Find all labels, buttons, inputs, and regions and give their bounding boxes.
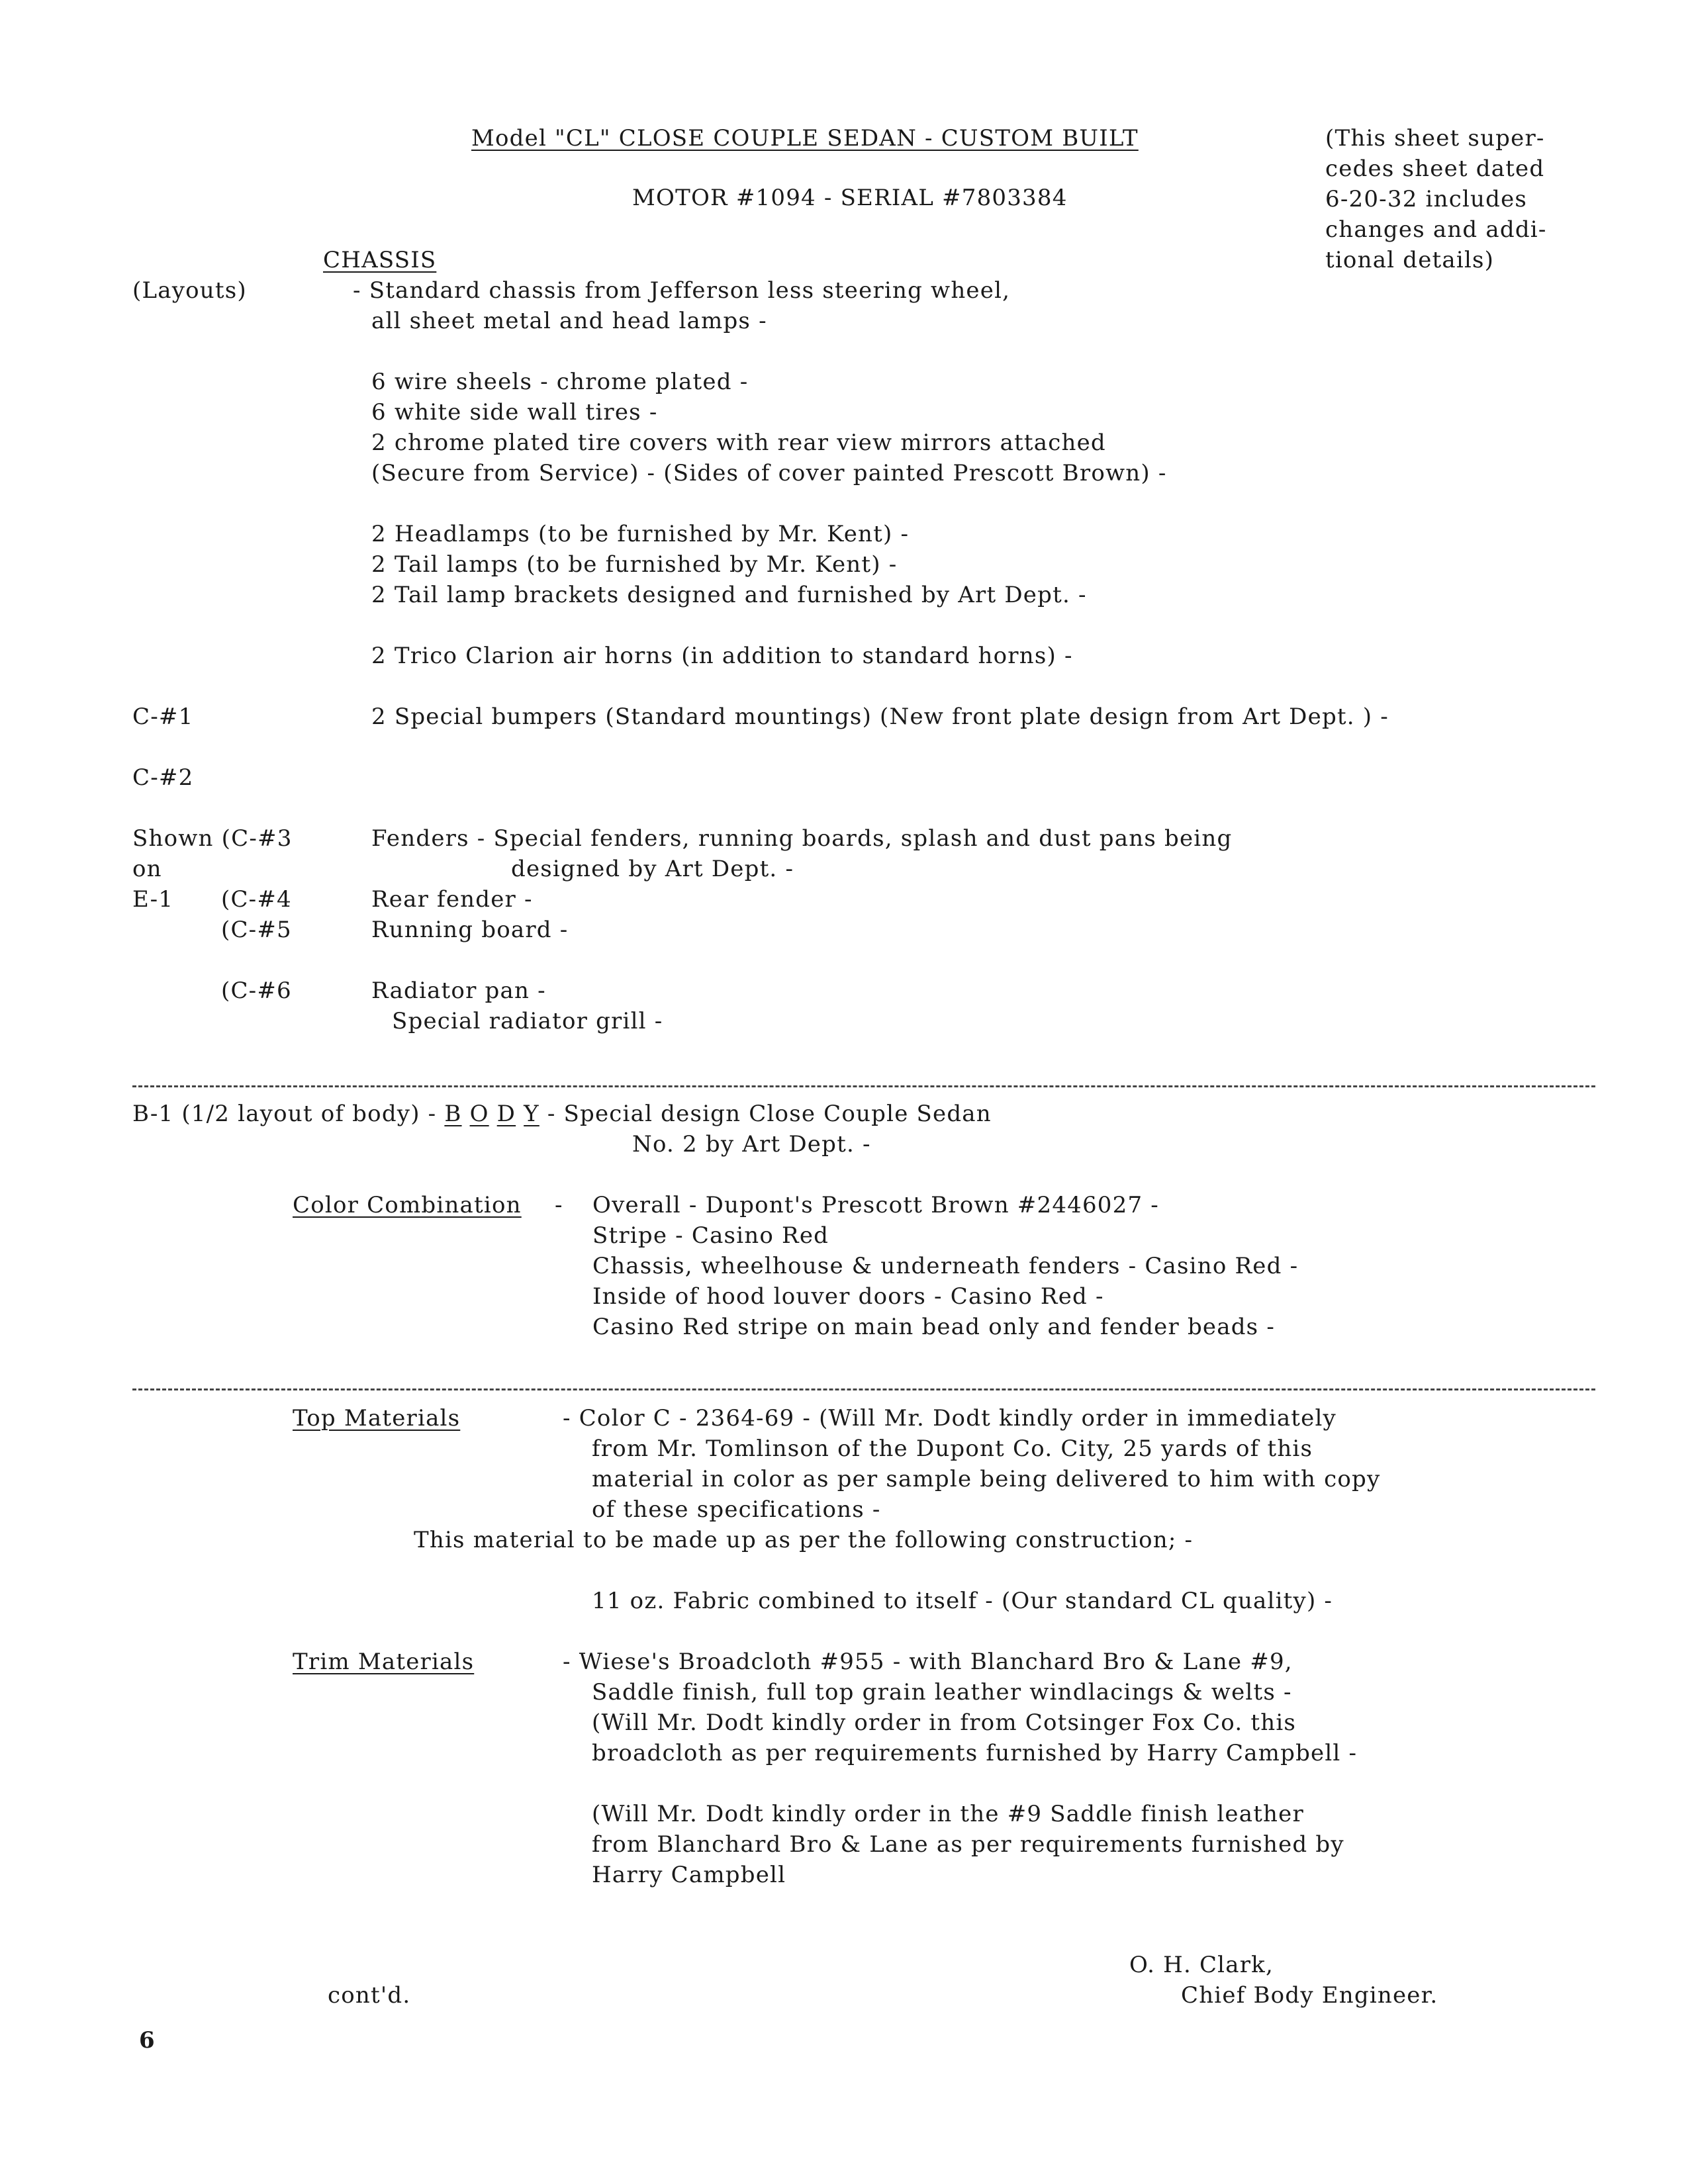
chassis-intro-line: all sheet metal and head lamps -: [371, 308, 767, 334]
lamps-list: [371, 519, 1087, 610]
on-label: on: [132, 856, 162, 882]
body-letter: D: [496, 1101, 516, 1127]
fenders-line: Fenders - Special fenders, running boards, splash and dust pans being: [371, 825, 1233, 852]
radiator-pan-line: Radiator pan -: [371, 978, 546, 1004]
c4-label: (C-#4: [221, 886, 292, 913]
c6-label: (C-#6: [221, 978, 292, 1004]
horns-line: 2 Trico Clarion air horns (in addition to standard horns) -: [371, 643, 1073, 669]
trim-materials-line: - Wiese's Broadcloth #955 - with Blanchard Bro & Lane #9,: [563, 1649, 1293, 1675]
construction-line: This material to be made up as per the following construction; -: [414, 1527, 1194, 1553]
document-title: Model "CL" CLOSE COUPLE SEDAN - CUSTOM BUILT: [471, 125, 1139, 152]
list-item: Casino Red stripe on main bead only and fender beads -: [592, 1314, 1276, 1340]
list-item: Overall - Dupont's Prescott Brown #2446027 -: [592, 1192, 1160, 1218]
rear-fender-line: Rear fender -: [371, 886, 533, 913]
list-item: Stripe - Casino Red: [592, 1222, 829, 1249]
shown-label: Shown (C-#3: [132, 825, 293, 852]
e1-label: E-1: [132, 886, 174, 913]
top-materials-text: [563, 1403, 1380, 1525]
radiator-grill-line: Special radiator grill -: [392, 1008, 663, 1034]
note-line: cedes sheet dated: [1325, 156, 1545, 182]
running-board-line: Running board -: [371, 917, 569, 943]
color-combination-heading: Color Combination: [293, 1192, 522, 1218]
list-item: 2 Headlamps (to be furnished by Mr. Kent) -: [371, 521, 910, 547]
supersede-note: [1325, 123, 1547, 275]
fenders-cont-line: designed by Art Dept. -: [511, 856, 794, 882]
body-letter: B: [444, 1101, 462, 1127]
fabric-line: 11 oz. Fabric combined to itself - (Our standard CL quality) -: [592, 1588, 1333, 1614]
color-combination-dash: -: [555, 1192, 563, 1218]
note-line: changes and addi-: [1325, 216, 1547, 243]
list-item: Chassis, wheelhouse & underneath fenders - Casino Red -: [592, 1253, 1299, 1279]
note-line: (This sheet super-: [1325, 125, 1545, 152]
color-list: [592, 1190, 1298, 1342]
signer-title: Chief Body Engineer.: [1181, 1982, 1438, 2009]
list-item: Inside of hood louver doors - Casino Red -: [592, 1283, 1104, 1310]
body-letter: Y: [524, 1101, 539, 1127]
c2-label: C-#2: [132, 764, 194, 791]
body-label-prefix: B-1 (1/2 layout of body) -: [132, 1101, 445, 1127]
trim-materials-line: Saddle finish, full top grain leather windlacings & welts -: [592, 1679, 1292, 1706]
top-materials-line: of these specifications -: [592, 1496, 881, 1523]
c5-label: (C-#5: [221, 917, 292, 943]
trim-materials-line: (Will Mr. Dodt kindly order in the #9 Saddle finish leather: [592, 1801, 1304, 1827]
note-line: 6-20-32 includes: [1325, 186, 1528, 212]
body-desc-cont: No. 2 by Art Dept. -: [632, 1131, 871, 1158]
body-desc: - Special design Close Couple Sedan: [539, 1101, 992, 1127]
list-item: 2 chrome plated tire covers with rear view mirrors attached: [371, 430, 1106, 456]
top-materials-heading: Top Materials: [293, 1405, 461, 1432]
motor-serial-line: MOTOR #1094 - SERIAL #7803384: [632, 185, 1068, 211]
chassis-intro: [353, 275, 1010, 336]
body-line: [132, 1099, 992, 1129]
note-line: tional details): [1325, 247, 1495, 273]
list-item: (Secure from Service) - (Sides of cover painted Prescott Brown) -: [371, 460, 1167, 486]
signer-name: O. H. Clark,: [1129, 1952, 1274, 1978]
c1-label: C-#1: [132, 704, 194, 730]
list-item: 6 wire sheels - chrome plated -: [371, 369, 749, 395]
trim-materials-line: from Blanchard Bro & Lane as per requirements furnished by: [592, 1831, 1344, 1858]
top-materials-line: - Color C - 2364-69 - (Will Mr. Dodt kindly order in immediately: [563, 1405, 1336, 1432]
list-item: 2 Tail lamp brackets designed and furnished by Art Dept. -: [371, 582, 1087, 608]
contd-label: cont'd.: [328, 1982, 411, 2009]
section-divider: [132, 1388, 1595, 1390]
trim-materials-heading: Trim Materials: [293, 1649, 475, 1675]
chassis-heading: CHASSIS: [323, 247, 437, 273]
page-number: 6: [139, 2027, 156, 2054]
layouts-label: (Layouts): [132, 277, 247, 304]
top-materials-line: from Mr. Tomlinson of the Dupont Co. City, 25 yards of this: [592, 1435, 1313, 1462]
list-item: 6 white side wall tires -: [371, 399, 658, 426]
bumpers-line: 2 Special bumpers (Standard mountings) (New front plate design from Art Dept. ) -: [371, 704, 1389, 730]
list-item: 2 Tail lamps (to be furnished by Mr. Kent) -: [371, 551, 898, 578]
trim-materials-line: broadcloth as per requirements furnished by Harry Campbell -: [592, 1740, 1358, 1766]
wheels-list: [371, 367, 1167, 488]
trim-materials-text: [563, 1647, 1357, 1768]
trim-materials-text-2: [592, 1799, 1344, 1890]
chassis-intro-line: - Standard chassis from Jefferson less steering wheel,: [353, 277, 1011, 304]
trim-materials-line: (Will Mr. Dodt kindly order in from Cotsinger Fox Co. this: [592, 1709, 1297, 1736]
trim-materials-line: Harry Campbell: [592, 1862, 786, 1888]
section-divider: [132, 1085, 1595, 1087]
top-materials-line: material in color as per sample being delivered to him with copy: [592, 1466, 1381, 1492]
body-letter: O: [469, 1101, 489, 1127]
